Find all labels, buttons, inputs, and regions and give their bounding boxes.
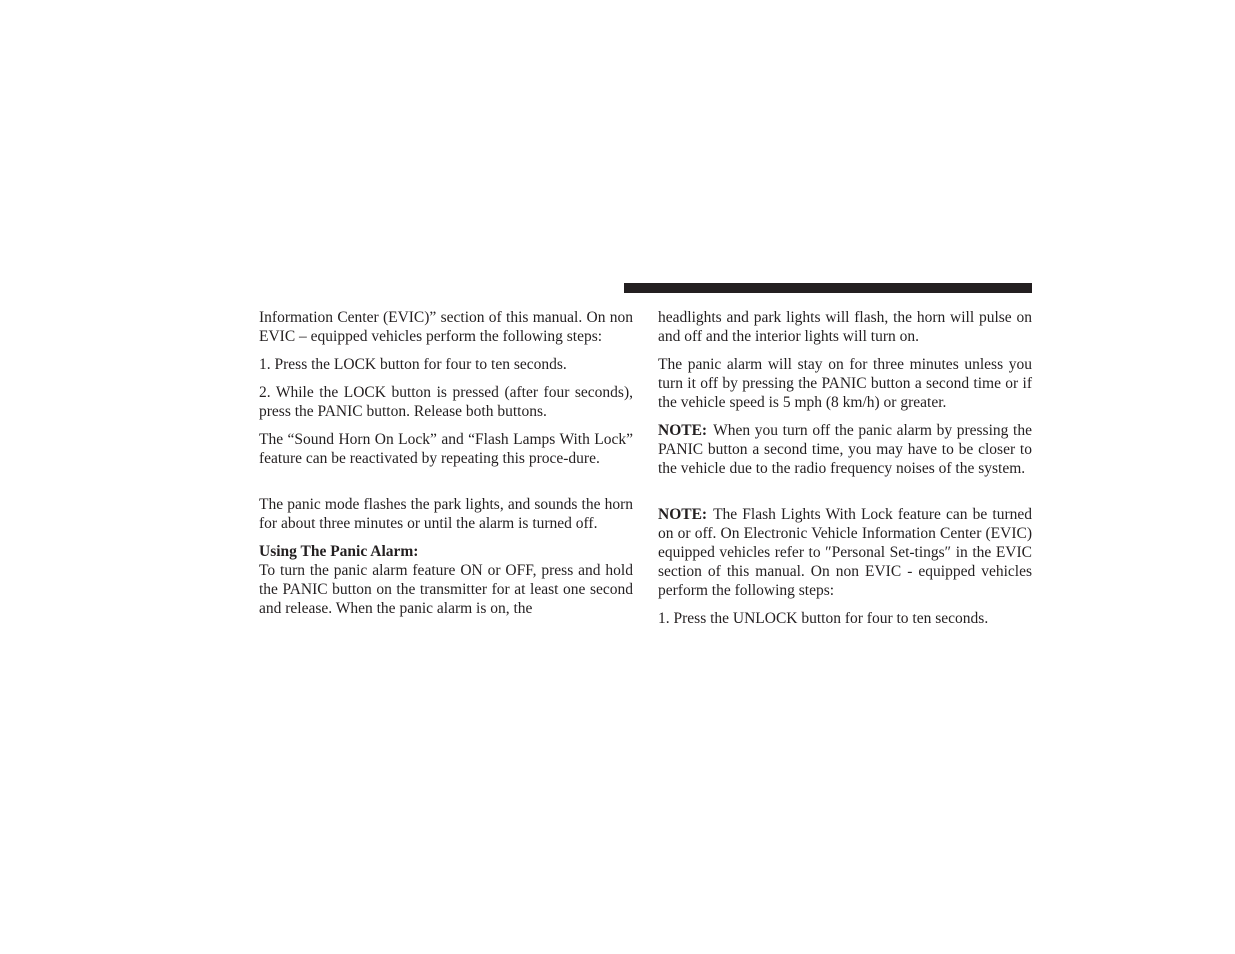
section-header-rule [624,283,1032,293]
paragraph-panic-use: To turn the panic alarm feature ON or OFF, press and hold the PANIC button on the transmitter for at least one second and release. When the panic alarm is on, the [259,562,633,617]
paragraph-reactivate: The “Sound Horn On Lock” and “Flash Lamps With Lock” feature can be reactivated by repeating this proce-dure. [259,431,633,467]
note-text: When you turn off the panic alarm by pressing the PANIC button a second time, you may have to be closer to the vehicle due to the radio frequency noises of the system. [658,422,1032,477]
note-label: NOTE: [658,422,708,439]
paragraph-evic-intro: Information Center (EVIC)” section of this manual. On non EVIC – equipped vehicles perform the following steps: [259,309,633,345]
note-panic-off [658,421,1032,478]
paragraph-panic-effects: headlights and park lights will flash, the horn will pulse on and off and the interior lights will turn on. [658,309,1032,345]
left-column [259,308,633,618]
note-label: NOTE: [658,506,708,523]
step-1-unlock: 1. Press the UNLOCK button for four to ten seconds. [658,610,989,627]
note-text: The Flash Lights With Lock feature can be turned on or off. On Electronic Vehicle Information Center (EVIC) equipped vehicles refer to ″Personal Set-tings″ in the EVIC section of this manual. On non EVIC - equipped vehicles perform the following steps: [658,506,1032,599]
note-flash-lights [658,505,1032,600]
step-1-lock: 1. Press the LOCK button for four to ten seconds. [259,356,567,373]
paragraph-panic-mode: The panic mode flashes the park lights, and sounds the horn for about three minutes or until the alarm is turned off. [259,496,633,532]
step-2-panic: 2. While the LOCK button is pressed (after four seconds), press the PANIC button. Release both buttons. [259,384,633,420]
heading-using-panic-alarm: Using The Panic Alarm: [259,543,419,560]
paragraph-panic-duration: The panic alarm will stay on for three minutes unless you turn it off by pressing the PANIC button a second time or if the vehicle speed is 5 mph (8 km/h) or greater. [658,356,1032,411]
right-column [658,308,1032,628]
